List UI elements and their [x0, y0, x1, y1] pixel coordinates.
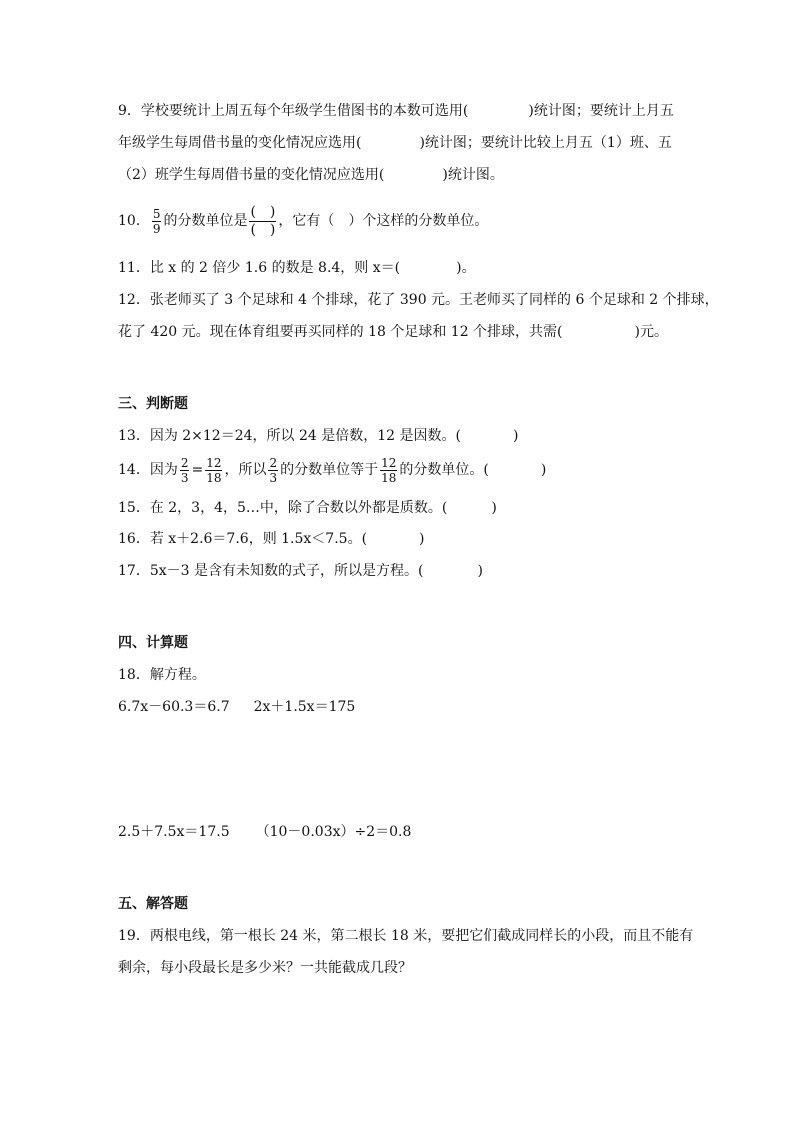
blank-denominator: ( ) — [250, 221, 276, 238]
q9-text-d: )统计图；要统计比较上月五（1）班、五 — [419, 135, 672, 151]
question-19-line-2: 剩余，每小段最长是多少米？一共能截成几段？ — [118, 960, 412, 976]
q12-text-b: 花了 420 元。现在体育组要再买同样的 18 个足球和 12 个排球，共需( — [118, 324, 563, 340]
equation-3: 2.5＋7.5x＝17.5 — [118, 824, 230, 840]
fraction-answer-blank[interactable] — [249, 205, 276, 238]
denominator: 3 — [269, 470, 278, 485]
blank-numerator: ( ) — [250, 203, 276, 220]
q9-text-a: 9．学校要统计上周五每个年级学生借图书的本数可选用( — [118, 103, 469, 119]
question-13 — [118, 426, 518, 446]
question-9-line-3 — [118, 165, 504, 185]
q14-text-d: 的分数单位。( — [399, 462, 489, 478]
fraction-twelve-eighteenths — [205, 457, 222, 484]
q16-text-a: 16．若 x＋2.6＝7.6，则 1.5x＜7.5。( — [118, 531, 368, 547]
q9-text-c: 年级学生每周借书量的变化情况应选用( — [118, 135, 362, 151]
question-17 — [118, 561, 483, 581]
q14-text-e: ) — [540, 462, 547, 478]
question-9-line-2 — [118, 133, 672, 153]
q15-text-a: 15．在 2，3，4，5…中，除了合数以外都是质数。( — [118, 500, 448, 516]
question-11 — [118, 258, 476, 278]
q12-text-a: 12．张老师买了 3 个足球和 4 个排球，花了 390 元。王老师买了同样的 6 个足球和 2 个排球， — [118, 292, 719, 308]
q14-text-c: 的分数单位等于 — [280, 462, 379, 478]
q10-number: 10． — [118, 213, 150, 229]
numerator: 2 — [269, 455, 278, 470]
section-4-heading: 四、计算题 — [118, 635, 188, 651]
fraction-two-thirds — [180, 457, 190, 484]
question-18-label: 18．解方程。 — [118, 667, 206, 683]
numerator: 12 — [381, 455, 397, 470]
section-5-heading: 五、解答题 — [118, 896, 188, 912]
question-12-line-1 — [118, 290, 719, 310]
section-3-heading: 三、判断题 — [118, 396, 188, 412]
q17-text-b: ) — [477, 563, 483, 579]
q9-text-f: )统计图。 — [442, 167, 504, 183]
question-15 — [118, 498, 497, 518]
question-10 — [118, 202, 488, 240]
numerator: 5 — [152, 206, 161, 221]
question-18-equations-row-2 — [118, 822, 411, 842]
fraction-twelve-eighteenths — [380, 457, 397, 484]
equation-4: （10－0.03x）÷2＝0.8 — [255, 824, 412, 840]
question-16 — [118, 529, 425, 549]
q9-text-b: )统计图；要统计上月五 — [528, 103, 674, 119]
numerator: 12 — [206, 455, 222, 470]
denominator: 18 — [381, 470, 397, 485]
fraction-five-ninths — [152, 208, 162, 235]
q13-text-a: 13．因为 2×12＝24，所以 24 是倍数，12 是因数。( — [118, 428, 461, 444]
numerator: 2 — [180, 455, 189, 470]
question-9-line-1 — [118, 101, 674, 121]
denominator: 9 — [152, 221, 161, 236]
q10-text-b: 的分数单位是 — [163, 213, 248, 229]
equation-1: 6.7x－60.3＝6.7 — [118, 699, 230, 715]
question-14 — [118, 451, 546, 489]
q9-text-e: （2）班学生每周借书量的变化情况应选用( — [118, 167, 385, 183]
q13-text-b: ) — [512, 428, 519, 444]
fraction-two-thirds — [268, 457, 278, 484]
q14-text-b: ，所以 — [224, 462, 267, 478]
question-19-line-1: 19．两根电线，第一根长 24 米，第二根长 18 米，要把它们截成同样长的小段，而且不能有 — [118, 928, 694, 944]
q11-text-b: )。 — [456, 260, 476, 276]
equals-sign: = — [191, 462, 204, 478]
denominator: 18 — [206, 470, 222, 485]
equation-2: 2x＋1.5x＝175 — [253, 699, 356, 715]
q15-text-b: ) — [491, 500, 497, 516]
q14-text-a: 14．因为 — [118, 462, 178, 478]
q16-text-b: ) — [419, 531, 425, 547]
question-18-equations-row-1 — [118, 697, 355, 717]
question-12-line-2 — [118, 322, 668, 342]
denominator: 3 — [180, 470, 189, 485]
q11-text-a: 11．比 x 的 2 倍少 1.6 的数是 8.4，则 x＝( — [118, 260, 401, 276]
q17-text-a: 17．5x－3 是含有未知数的式子，所以是方程。( — [118, 563, 424, 579]
q12-text-c: )元。 — [634, 324, 668, 340]
q10-text-c: ，它有（ ）个这样的分数单位。 — [278, 213, 489, 229]
